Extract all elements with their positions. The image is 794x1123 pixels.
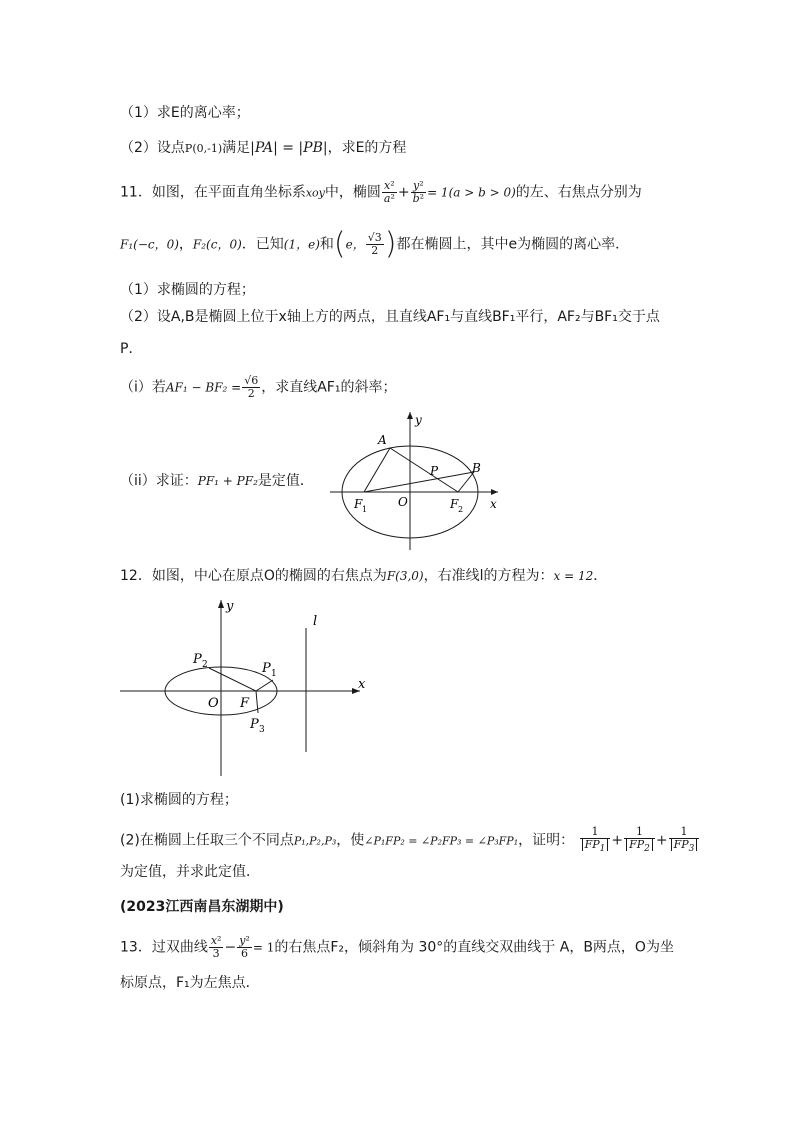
fraction-1-FP1: $\frac{1}{FP_1}$ (580, 826, 611, 855)
q12-part1: (1)求椭圆的方程； (120, 792, 238, 808)
figure-ellipse-1 (330, 405, 510, 555)
label-x: x (358, 677, 366, 692)
label-O: O (208, 696, 219, 711)
label-O: O (398, 495, 408, 509)
q11-part2-line2: P． (120, 341, 143, 357)
label-P1-sub: 1 (271, 669, 277, 679)
label-P3-sub: 3 (259, 725, 265, 735)
label-P2: P (193, 652, 202, 667)
q12-intro: 12．如图，中心在原点O的椭圆的右焦点为F(3,0)，右准线l的方程为：x = 12． (120, 568, 608, 584)
fraction-sqrt6-2: $\frac{√6}{2}$ (244, 374, 259, 400)
label-x: x (490, 497, 497, 511)
q13-line1: 13．过双曲线 $\frac{\text{x²}}{3}$ − $\frac{\text{y²}}{6}$ = 1的右焦点F₂，倾斜角为 30°的直线交双曲线于 A，B两点，O为坐 (120, 934, 674, 960)
label-P1: P (262, 661, 271, 676)
label-A: A (378, 433, 387, 447)
q12-part2-line2: 为定值，并求此定值． (120, 864, 260, 880)
label-F2: F (450, 497, 459, 511)
q10-part2: （2）设点P(0,-1)满足|PA| = |PB|，求E的方程 (120, 140, 407, 156)
fraction-1-FP2: $\frac{1}{FP_2}$ (624, 826, 655, 855)
label-P: P (430, 464, 439, 478)
label-P3: P (250, 717, 259, 732)
q11-foci: F₁(−c，0)，F₂(c，0)．已知(1，e)和(e， $\frac{√3}{2}$ )都在椭圆上，其中e为椭圆的离心率． (120, 226, 630, 262)
label-F2-sub: 2 (458, 505, 464, 514)
q10-part1: （1）求E的离心率； (120, 105, 250, 121)
q11-part2-line1: （2）设A,B是椭圆上位于x轴上方的两点，且直线AF₁与直线BF₁平行，AF₂与BF₁交于点 (120, 309, 660, 325)
q13-line2: 标原点，F₁为左焦点． (120, 975, 260, 991)
source-note: (2023江西南昌东湖期中) (120, 899, 284, 915)
q11-intro: 11．如图，在平面直角坐标系xoy中，椭圆 $\frac{\text{x²}}{\text{a²}}$ + $\frac{\text{y²}}{\text{b²}}$ = 1(a > b > 0)的左、右焦点分别为 (120, 179, 642, 205)
label-y: y (415, 413, 422, 427)
label-F: F (240, 696, 250, 711)
q11-sub-ii: （ii）求证：PF₁ + PF₂是定值． (120, 473, 314, 489)
fraction-x2-3: $\frac{\text{x²}}{3}$ (210, 934, 222, 960)
label-P2-sub: 2 (202, 660, 208, 670)
fraction-y2-b2: $\frac{\text{y²}}{\text{b²}}$ (412, 179, 425, 205)
label-l: l (313, 614, 318, 629)
fraction-1-FP3: $\frac{1}{FP_3}$ (669, 826, 700, 855)
fraction-x2-a2: $\frac{\text{x²}}{\text{a²}}$ (383, 179, 395, 205)
fraction-sqrt3-2: $\frac{√3}{2}$ (367, 231, 382, 257)
label-F1-sub: 1 (362, 505, 368, 514)
q12-part2: (2)在椭圆上任取三个不同点P₁,P₂,P₃，使∠P₁FP₂ = ∠P₂FP₃ = ∠P₃FP₁，证明： $\frac{1}{FP_1}$ + $\frac{1}{FP_2}$ + $\frac{1}{FP_3}$ (120, 826, 700, 855)
label-F1: F (354, 497, 363, 511)
fraction-y2-6: $\frac{\text{y²}}{6}$ (239, 934, 250, 960)
label-B: B (472, 461, 481, 475)
figure-ellipse-2 (118, 596, 370, 778)
label-y: y (226, 599, 234, 614)
q11-part1: （1）求椭圆的方程； (120, 282, 255, 298)
q11-sub-i: （i）若AF₁ − BF₂ = $\frac{√6}{2}$ ，求直线AF₁的斜率； (120, 374, 397, 400)
